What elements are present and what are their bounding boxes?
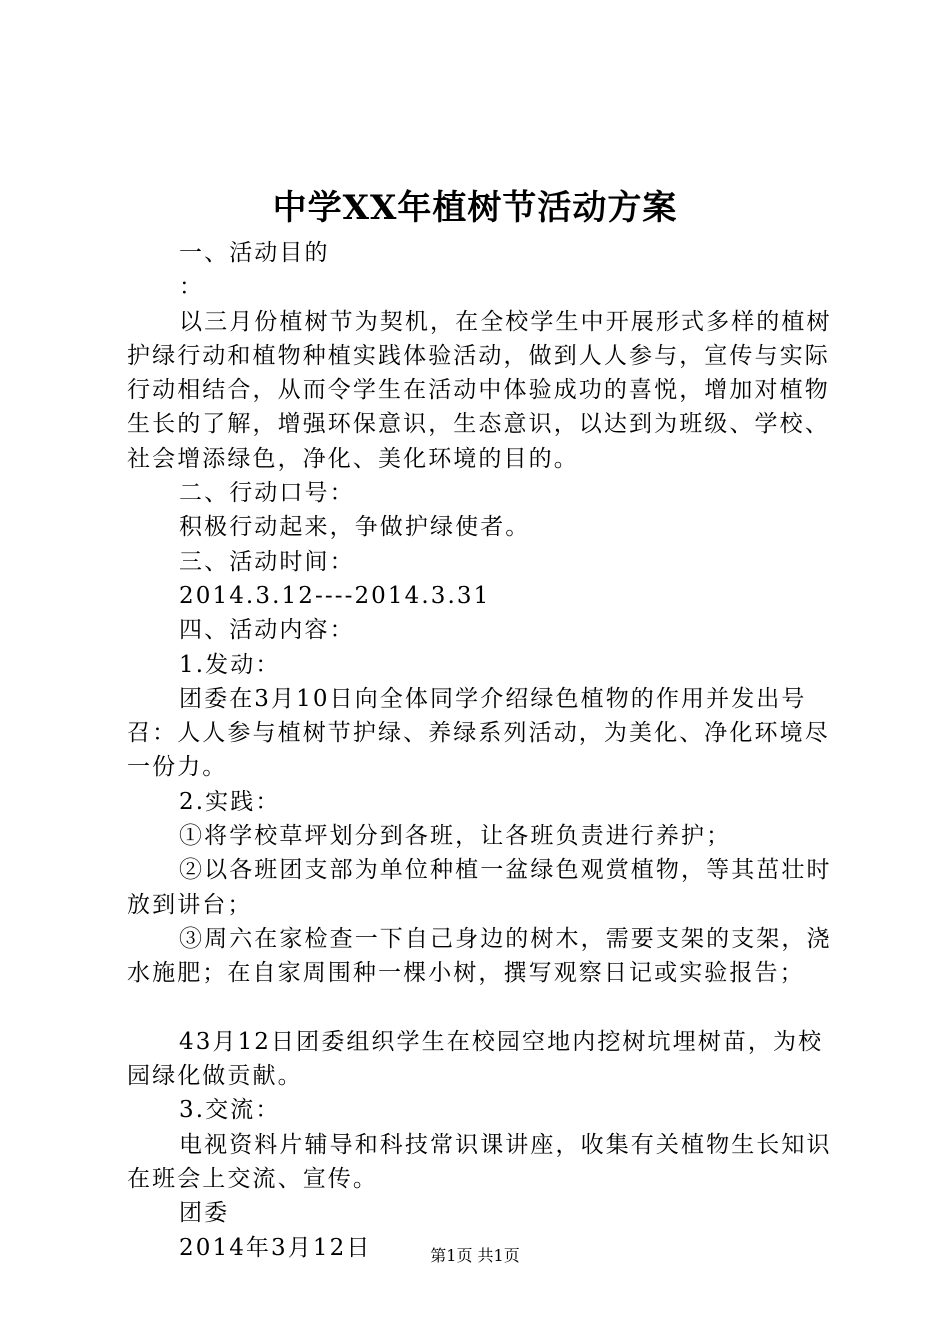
- signature-date: 2014年3月12日: [179, 1234, 372, 1261]
- page-number-footer: 第1页 共1页: [430, 1246, 520, 1265]
- document-title: 中学XX年植树节活动方案: [272, 188, 678, 228]
- signature-org: 团委: [179, 1200, 230, 1227]
- time-range: 2014.3.12----2014.3.31: [179, 582, 491, 609]
- practice-item-2: ②以各班团支部为单位种植一盆绿色观赏植物，等其茁壮时放到讲台；: [127, 857, 832, 918]
- section-heading-slogan: 二、行动口号：: [179, 480, 355, 507]
- section-heading-time: 三、活动时间：: [179, 548, 355, 575]
- colon-line: ：: [179, 274, 205, 301]
- purpose-paragraph: 以三月份植树节为契机，在全校学生中开展形式多样的植树护绿行动和植物种植实践体验活动，做到人人参与，宣传与实际行动相结合，从而令学生在活动中体验成功的喜悦，增加对植物生长的了解，增强环保意识，生态意识，以达到为班级、学校、社会增添绿色，净化、美化环境的目的。: [127, 308, 832, 472]
- blank-line: [127, 991, 837, 1025]
- exchange-paragraph: 电视资料片辅导和科技常识课讲座，收集有关植物生长知识在班会上交流、宣传。: [127, 1131, 832, 1193]
- section-heading-content: 四、活动内容：: [179, 617, 355, 644]
- mobilize-paragraph: 团委在3月10日向全体同学介绍绿色植物的作用并发出号召：人人参与植树节护绿、养绿系列活动，为美化、净化环境尽一份力。: [127, 685, 830, 781]
- practice-item-4: 43月12日团委组织学生在校园空地内挖树坑埋树苗，为校园绿化做贡献。: [127, 1028, 824, 1090]
- document-body: [127, 236, 837, 1265]
- subheading-exchange: 3.交流：: [179, 1097, 281, 1124]
- practice-item-3: ③周六在家检查一下自己身边的树木，需要支架的支架，浇水施肥；在自家周围种一棵小树，撰写观察日记或实验报告；: [127, 925, 832, 987]
- slogan-text: 积极行动起来，争做护绿使者。: [179, 514, 531, 541]
- subheading-mobilize: 1.发动：: [179, 651, 281, 678]
- practice-item-1: ①将学校草坪划分到各班，让各班负责进行养护；: [179, 823, 732, 850]
- subheading-practice: 2.实践：: [179, 788, 281, 815]
- section-heading-purpose: 一、活动目的: [179, 240, 330, 266]
